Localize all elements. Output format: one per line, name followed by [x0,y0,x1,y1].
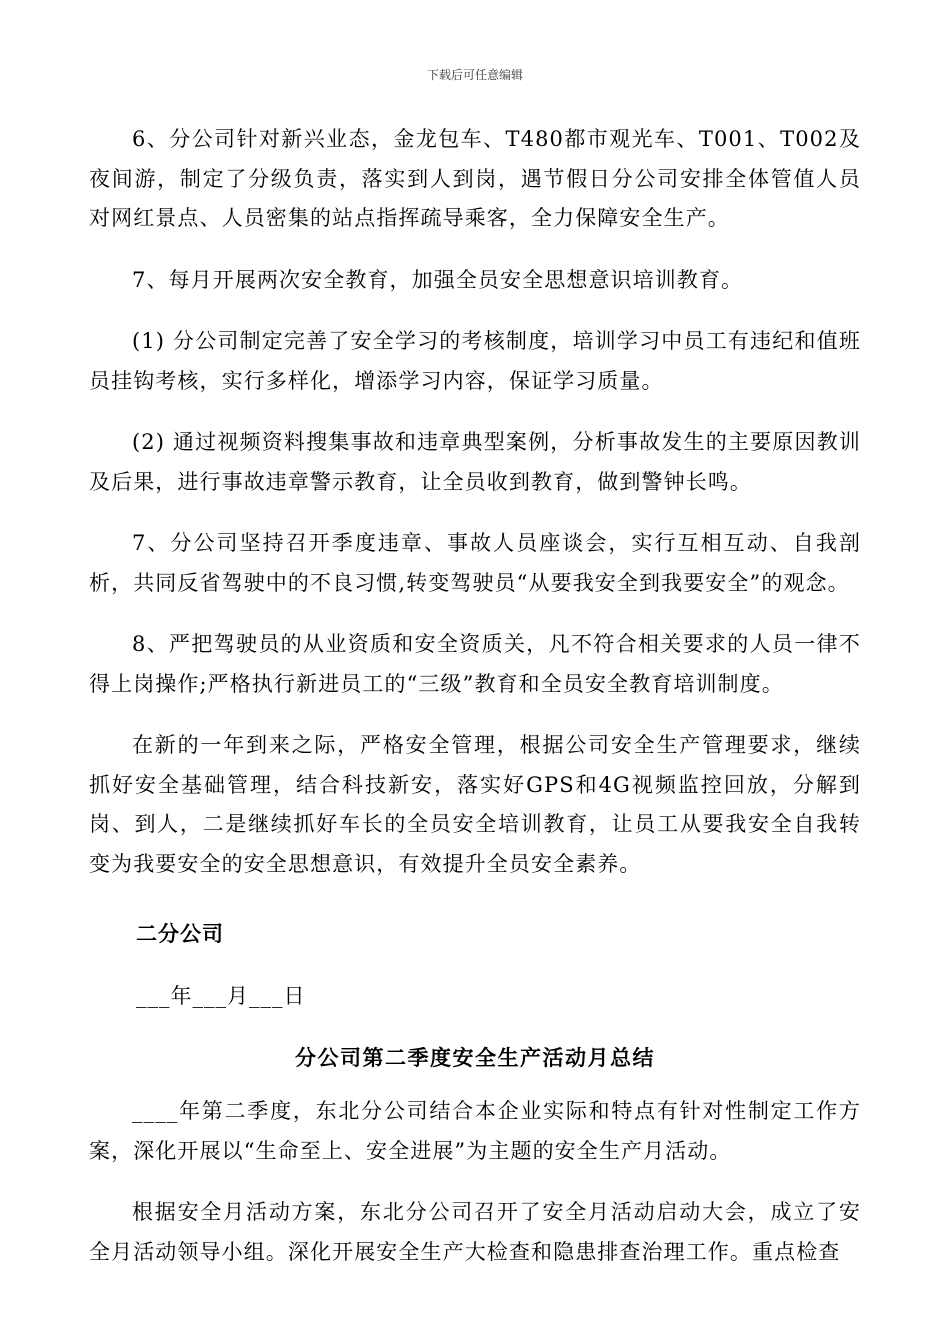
paragraph-q2-intro: ____年第二季度，东北分公司结合本企业实际和特点有针对性制定工作方案，深化开展以“生命至上、安全进展”为主题的安全生产月活动。 [89,1099,861,1163]
paragraph-item-6: 6、分公司针对新兴业态，金龙包车、T480都市观光车、T001、T002及夜间游，制定了分级负责，落实到人到岗，遇节假日分公司安排全体管值人员对网红景点、人员密集的站点指挥疏导乘客，全力保障安全生产。 [89,127,861,230]
date-line: ___年___月___日 [136,984,306,1008]
signer-name: 二分公司 [136,921,224,946]
paragraph-sub-1: (1) 分公司制定完善了安全学习的考核制度，培训学习中员工有违纪和值班员挂钩考核，实行多样化，增添学习内容，保证学习质量。 [89,329,861,393]
section-title: 分公司第二季度安全生产活动月总结 [295,1045,655,1070]
page-header: 下载后可任意编辑 [426,68,523,82]
paragraph-q2-activities: 根据安全月活动方案，东北分公司召开了安全月活动启动大会，成立了安全月活动领导小组。深化开展安全生产大检查和隐患排查治理工作。重点检查 [89,1200,861,1264]
paragraph-item-7-meetings: 7、分公司坚持召开季度违章、事故人员座谈会，实行互相互动、自我剖析，共同反省驾驶中的不良习惯,转变驾驶员“从要我安全到我要安全”的观念。 [89,531,861,595]
paragraph-sub-2: (2) 通过视频资料搜集事故和违章典型案例，分析事故发生的主要原因教训及后果，进行事故违章警示教育，让全员收到教育，做到警钟长鸣。 [89,430,861,494]
paragraph-item-8: 8、严把驾驶员的从业资质和安全资质关，凡不符合相关要求的人员一律不得上岗操作;严格执行新进员工的“三级”教育和全员安全教育培训制度。 [89,632,861,696]
paragraph-new-year: 在新的一年到来之际，严格安全管理，根据公司安全生产管理要求，继续抓好安全基础管理，结合科技新安，落实好GPS和4G视频监控回放，分解到岗、到人，二是继续抓好车长的全员安全培训教育，让员工从要我安全自我转变为我要安全的安全思想意识，有效提升全员安全素养。 [89,733,861,876]
document-body [89,120,861,1294]
paragraph-item-7-education: 7、每月开展两次安全教育，加强全员安全思想意识培训教育。 [132,267,744,292]
